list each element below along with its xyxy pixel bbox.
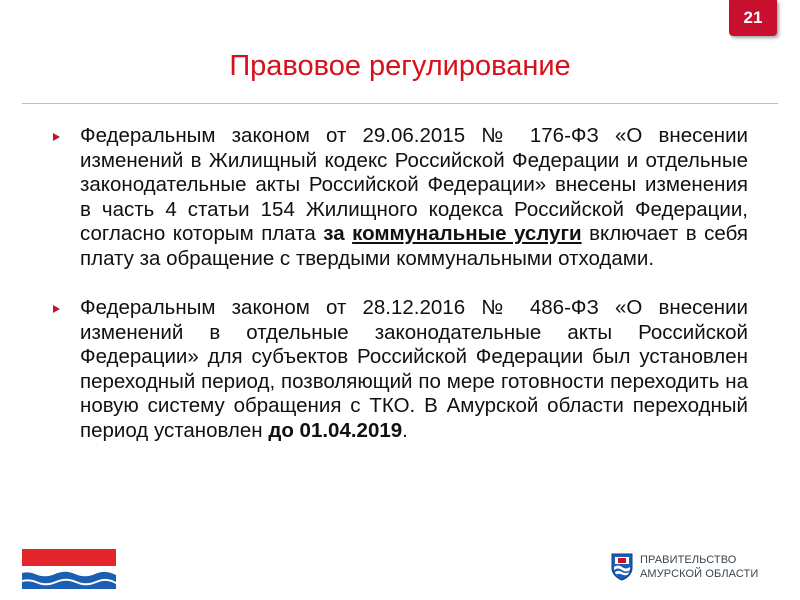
page-number: 21	[743, 8, 763, 27]
footer-org-line-1: ПРАВИТЕЛЬСТВО	[640, 554, 737, 566]
page-number-badge	[729, 0, 777, 36]
amur-region-flag-icon	[22, 549, 116, 589]
bullet-2-text: Федеральным законом от 28.12.2016 № 486-ФЗ «О внесении изменений в отдельные законодательные акты Российской Федерации» для субъектов Российской Федерации был установлен переходный период, позволяющий по мере готовности переходить на новую систему обращения с ТКО. В Амурской области переходный период установлен	[80, 296, 748, 442]
slide-title: Правовое регулирование	[229, 50, 571, 82]
bullet-item-2	[50, 296, 748, 443]
bullet-1-underlined-text: коммунальные услуги	[352, 222, 582, 245]
bullet-2-text-end: .	[402, 418, 408, 442]
slide-content	[50, 124, 748, 443]
bullet-marker-icon	[53, 305, 60, 313]
bullet-1-text-end: включает в себя плату за обращение с твердыми коммунальными отходами.	[80, 222, 748, 270]
title-divider	[22, 103, 778, 104]
bullet-1-text: Федеральным законом от 29.06.2015 № 176-ФЗ «О внесении изменений в Жилищный кодекс Российской Федерации и отдельные законодательные акты Российской Федерации» внесены изменения в часть 4 статьи 154 Жилищного кодекса Российской Федерации, согласно которым плата	[80, 124, 748, 245]
bullet-item-1	[50, 124, 748, 271]
bullet-1-bold-text: за	[323, 222, 353, 245]
bullet-2-bold-date: до 01.04.2019	[268, 418, 403, 442]
footer-org-line-2: АМУРСКОЙ ОБЛАСТИ	[640, 568, 759, 580]
bullet-marker-icon	[53, 133, 60, 141]
amur-region-emblem-icon	[610, 551, 634, 581]
footer-organization	[640, 553, 758, 581]
